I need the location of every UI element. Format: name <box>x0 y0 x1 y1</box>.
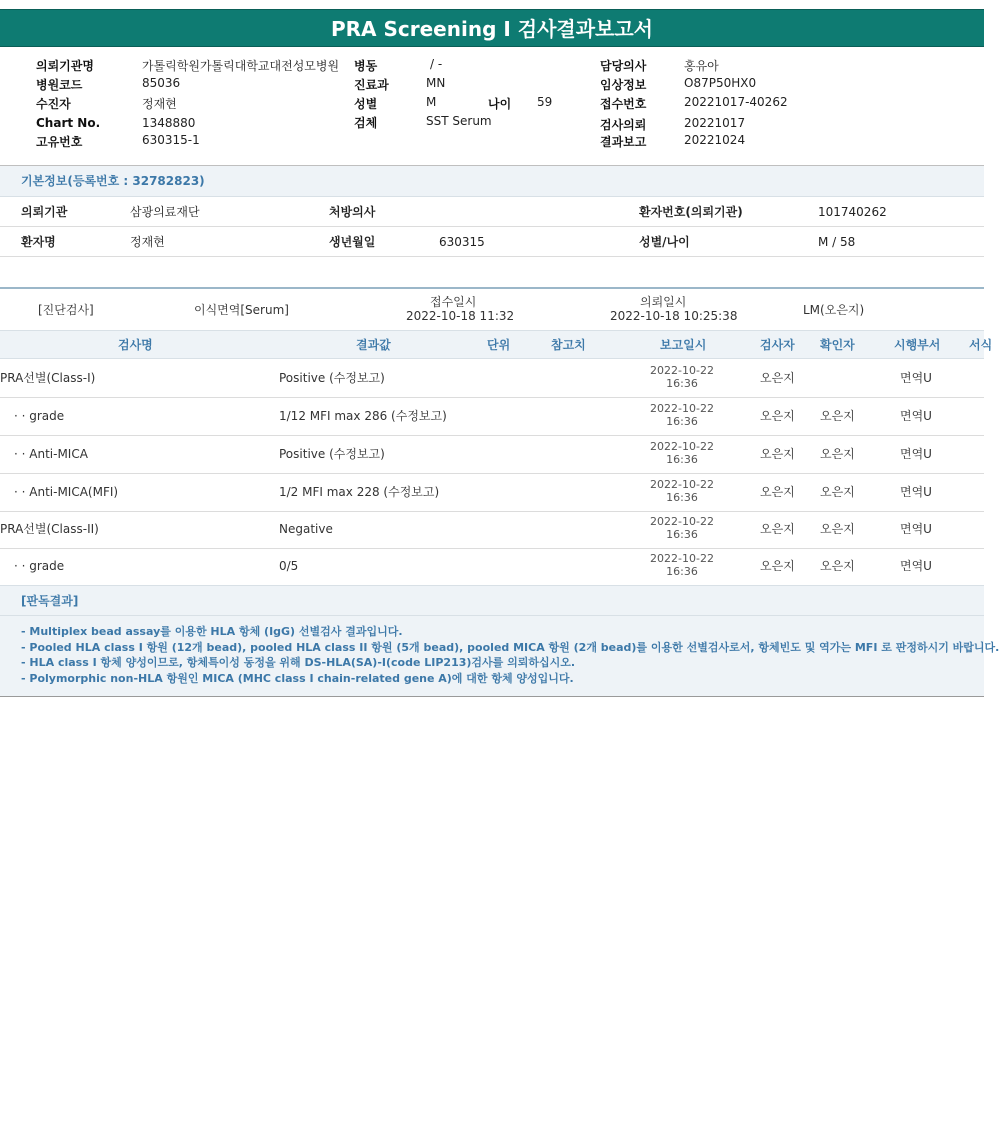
info-value-institution: 삼광의료재단 <box>130 205 200 219</box>
tester: 오은지 <box>760 485 795 499</box>
col-dept: 시행부서 <box>894 338 941 352</box>
info-value-patient-name: 정재현 <box>130 235 165 249</box>
judgement-line: - Pooled HLA class I 항원 (12개 bead), pooled HLA class II 항원 (5개 bead), pooled MICA 항원 (2개 bead)를 이용한 선별검사로서, 항체빈도 및 역가는 MFI 로 판정하시기 바랍니다. <box>21 640 999 654</box>
report-time: 16:36 <box>666 453 698 466</box>
col-reference: 참고치 <box>551 338 586 352</box>
header-label-ward: 병동 <box>354 59 378 73</box>
report-time: 16:36 <box>666 565 698 578</box>
header-value-receipt-no: 20221017-40262 <box>684 95 788 109</box>
dept: 면역U <box>900 409 932 423</box>
tester: 오은지 <box>760 447 795 461</box>
header-value-clinical-info: O87P50HX0 <box>684 76 757 90</box>
header-label-clinical-info: 임상정보 <box>600 78 647 92</box>
info-label-institution: 의뢰기관 <box>21 205 68 219</box>
order-summary-bar <box>0 287 984 330</box>
test-name: PRA선별(Class-II) <box>0 522 99 536</box>
header-value-report-date: 20221024 <box>684 133 746 147</box>
order-lab: LM(오은지) <box>803 303 865 317</box>
header-label-sex: 성별 <box>354 97 378 111</box>
basic-info-row <box>0 197 984 227</box>
table-row <box>0 436 984 474</box>
header-label-receipt-no: 접수번호 <box>600 97 647 111</box>
col-unit: 단위 <box>487 338 511 352</box>
order-requested-label: 의뢰일시 <box>640 295 687 309</box>
order-received-label: 접수일시 <box>430 295 477 309</box>
report-time: 16:36 <box>666 377 698 390</box>
col-report-date: 보고일시 <box>660 338 707 352</box>
table-row <box>0 398 984 436</box>
order-category: [진단검사] <box>38 303 94 317</box>
test-result: 1/2 MFI max 228 (수정보고) <box>279 485 440 499</box>
header-value-patient: 정재현 <box>142 97 177 111</box>
dept: 면역U <box>900 559 932 573</box>
test-result: Negative <box>279 522 333 536</box>
test-name: · · Anti-MICA <box>14 447 88 461</box>
header-label-report-date: 결과보고 <box>600 135 647 149</box>
confirmer: 오은지 <box>820 522 855 536</box>
report-time: 16:36 <box>666 491 698 504</box>
order-specimen: 이식면역[Serum] <box>194 303 289 317</box>
header-value-department: MN <box>426 76 446 90</box>
basic-info-row <box>0 227 984 257</box>
header-label-request-date: 검사의뢰 <box>600 118 647 132</box>
test-name: · · grade <box>14 409 65 423</box>
report-date: 2022-10-22 <box>650 440 714 453</box>
header-label-doctor: 담당의사 <box>600 59 647 73</box>
info-label-patient-no: 환자번호(의뢰기관) <box>639 205 743 219</box>
col-tester: 검사자 <box>760 338 795 352</box>
judgement-title: [판독결과] <box>0 585 984 616</box>
tester: 오은지 <box>760 559 795 573</box>
header-label-department: 진료과 <box>354 78 389 92</box>
header-value-ward: / - <box>430 57 443 71</box>
header-value-doctor: 홍유아 <box>684 59 719 73</box>
header-value-age: 59 <box>537 95 553 109</box>
test-name: · · grade <box>14 559 65 573</box>
test-result: 0/5 <box>279 559 299 573</box>
dept: 면역U <box>900 371 932 385</box>
test-result: Positive (수정보고) <box>279 371 385 385</box>
info-label-birth-date: 생년월일 <box>329 235 376 249</box>
header-label-age: 나이 <box>488 97 512 111</box>
confirmer: 오은지 <box>820 409 855 423</box>
tester: 오은지 <box>760 522 795 536</box>
report-date: 2022-10-22 <box>650 364 714 377</box>
header-value-hospital-code: 85036 <box>142 76 181 90</box>
judgement-box <box>0 616 999 697</box>
dept: 면역U <box>900 485 932 499</box>
header-label-hospital-code: 병원코드 <box>36 78 83 92</box>
tester: 오은지 <box>760 371 795 385</box>
report-date: 2022-10-22 <box>650 552 714 565</box>
judgement-line: - Polymorphic non-HLA 항원인 MICA (MHC class I chain-related gene A)에 대한 항체 양성입니다. <box>21 671 574 685</box>
results-table-header <box>0 330 993 359</box>
report-date: 2022-10-22 <box>650 478 714 491</box>
order-received-value: 2022-10-18 11:32 <box>406 309 515 323</box>
info-value-sex-age: M / 58 <box>818 235 856 249</box>
report-date: 2022-10-22 <box>650 515 714 528</box>
header-label-institution: 의뢰기관명 <box>36 59 94 73</box>
report-date: 2022-10-22 <box>650 402 714 415</box>
judgement-line: - Multiplex bead assay를 이용한 HLA 항체 (IgG) 선별검사 결과입니다. <box>21 625 403 638</box>
info-value-birth-date: 630315 <box>439 235 485 249</box>
judgement-line: - HLA class I 항체 양성이므로, 항체특이성 동정을 위해 DS-HLA(SA)-I(code LIP213)검사를 의뢰하십시오. <box>21 656 576 669</box>
confirmer: 오은지 <box>820 485 855 499</box>
header-value-unique-no: 630315-1 <box>142 133 200 147</box>
header-label-unique-no: 고유번호 <box>36 135 83 149</box>
header-value-institution: 가톨릭학원가톨릭대학교대전성모병원 <box>142 59 340 73</box>
col-result: 결과값 <box>356 338 391 352</box>
test-result: Positive (수정보고) <box>279 447 385 461</box>
table-row <box>0 511 984 549</box>
header-label-chart-no: Chart No. <box>36 116 101 130</box>
table-row <box>0 548 984 586</box>
confirmer: 오은지 <box>820 559 855 573</box>
col-sign: 서식 <box>969 338 993 352</box>
dept: 면역U <box>900 522 932 536</box>
test-name: · · Anti-MICA(MFI) <box>14 485 119 499</box>
confirmer: 오은지 <box>820 447 855 461</box>
tester: 오은지 <box>760 409 795 423</box>
report-time: 16:36 <box>666 528 698 541</box>
header-label-specimen: 검체 <box>354 116 378 130</box>
header-value-chart-no: 1348880 <box>142 116 196 130</box>
info-value-patient-no: 101740262 <box>818 205 887 219</box>
table-row <box>0 474 984 512</box>
test-result: 1/12 MFI max 286 (수정보고) <box>279 409 447 423</box>
basic-info-title: 기본정보(등록번호 : 32782823) <box>0 166 984 197</box>
report-title: PRA Screening I 검사결과보고서 <box>0 9 984 47</box>
col-confirmer: 확인자 <box>820 338 855 352</box>
info-label-prescriber: 처방의사 <box>329 205 376 219</box>
col-test-name: 검사명 <box>118 338 153 352</box>
header-value-sex: M <box>426 95 437 109</box>
order-requested-value: 2022-10-18 10:25:38 <box>610 309 738 323</box>
table-row <box>0 360 984 398</box>
test-name: PRA선별(Class-I) <box>0 371 96 385</box>
dept: 면역U <box>900 447 932 461</box>
header-value-specimen: SST Serum <box>426 114 492 128</box>
info-label-sex-age: 성별/나이 <box>639 235 690 249</box>
report-time: 16:36 <box>666 415 698 428</box>
header-label-patient: 수진자 <box>36 97 71 111</box>
header-value-request-date: 20221017 <box>684 116 746 130</box>
info-label-patient-name: 환자명 <box>21 235 56 249</box>
